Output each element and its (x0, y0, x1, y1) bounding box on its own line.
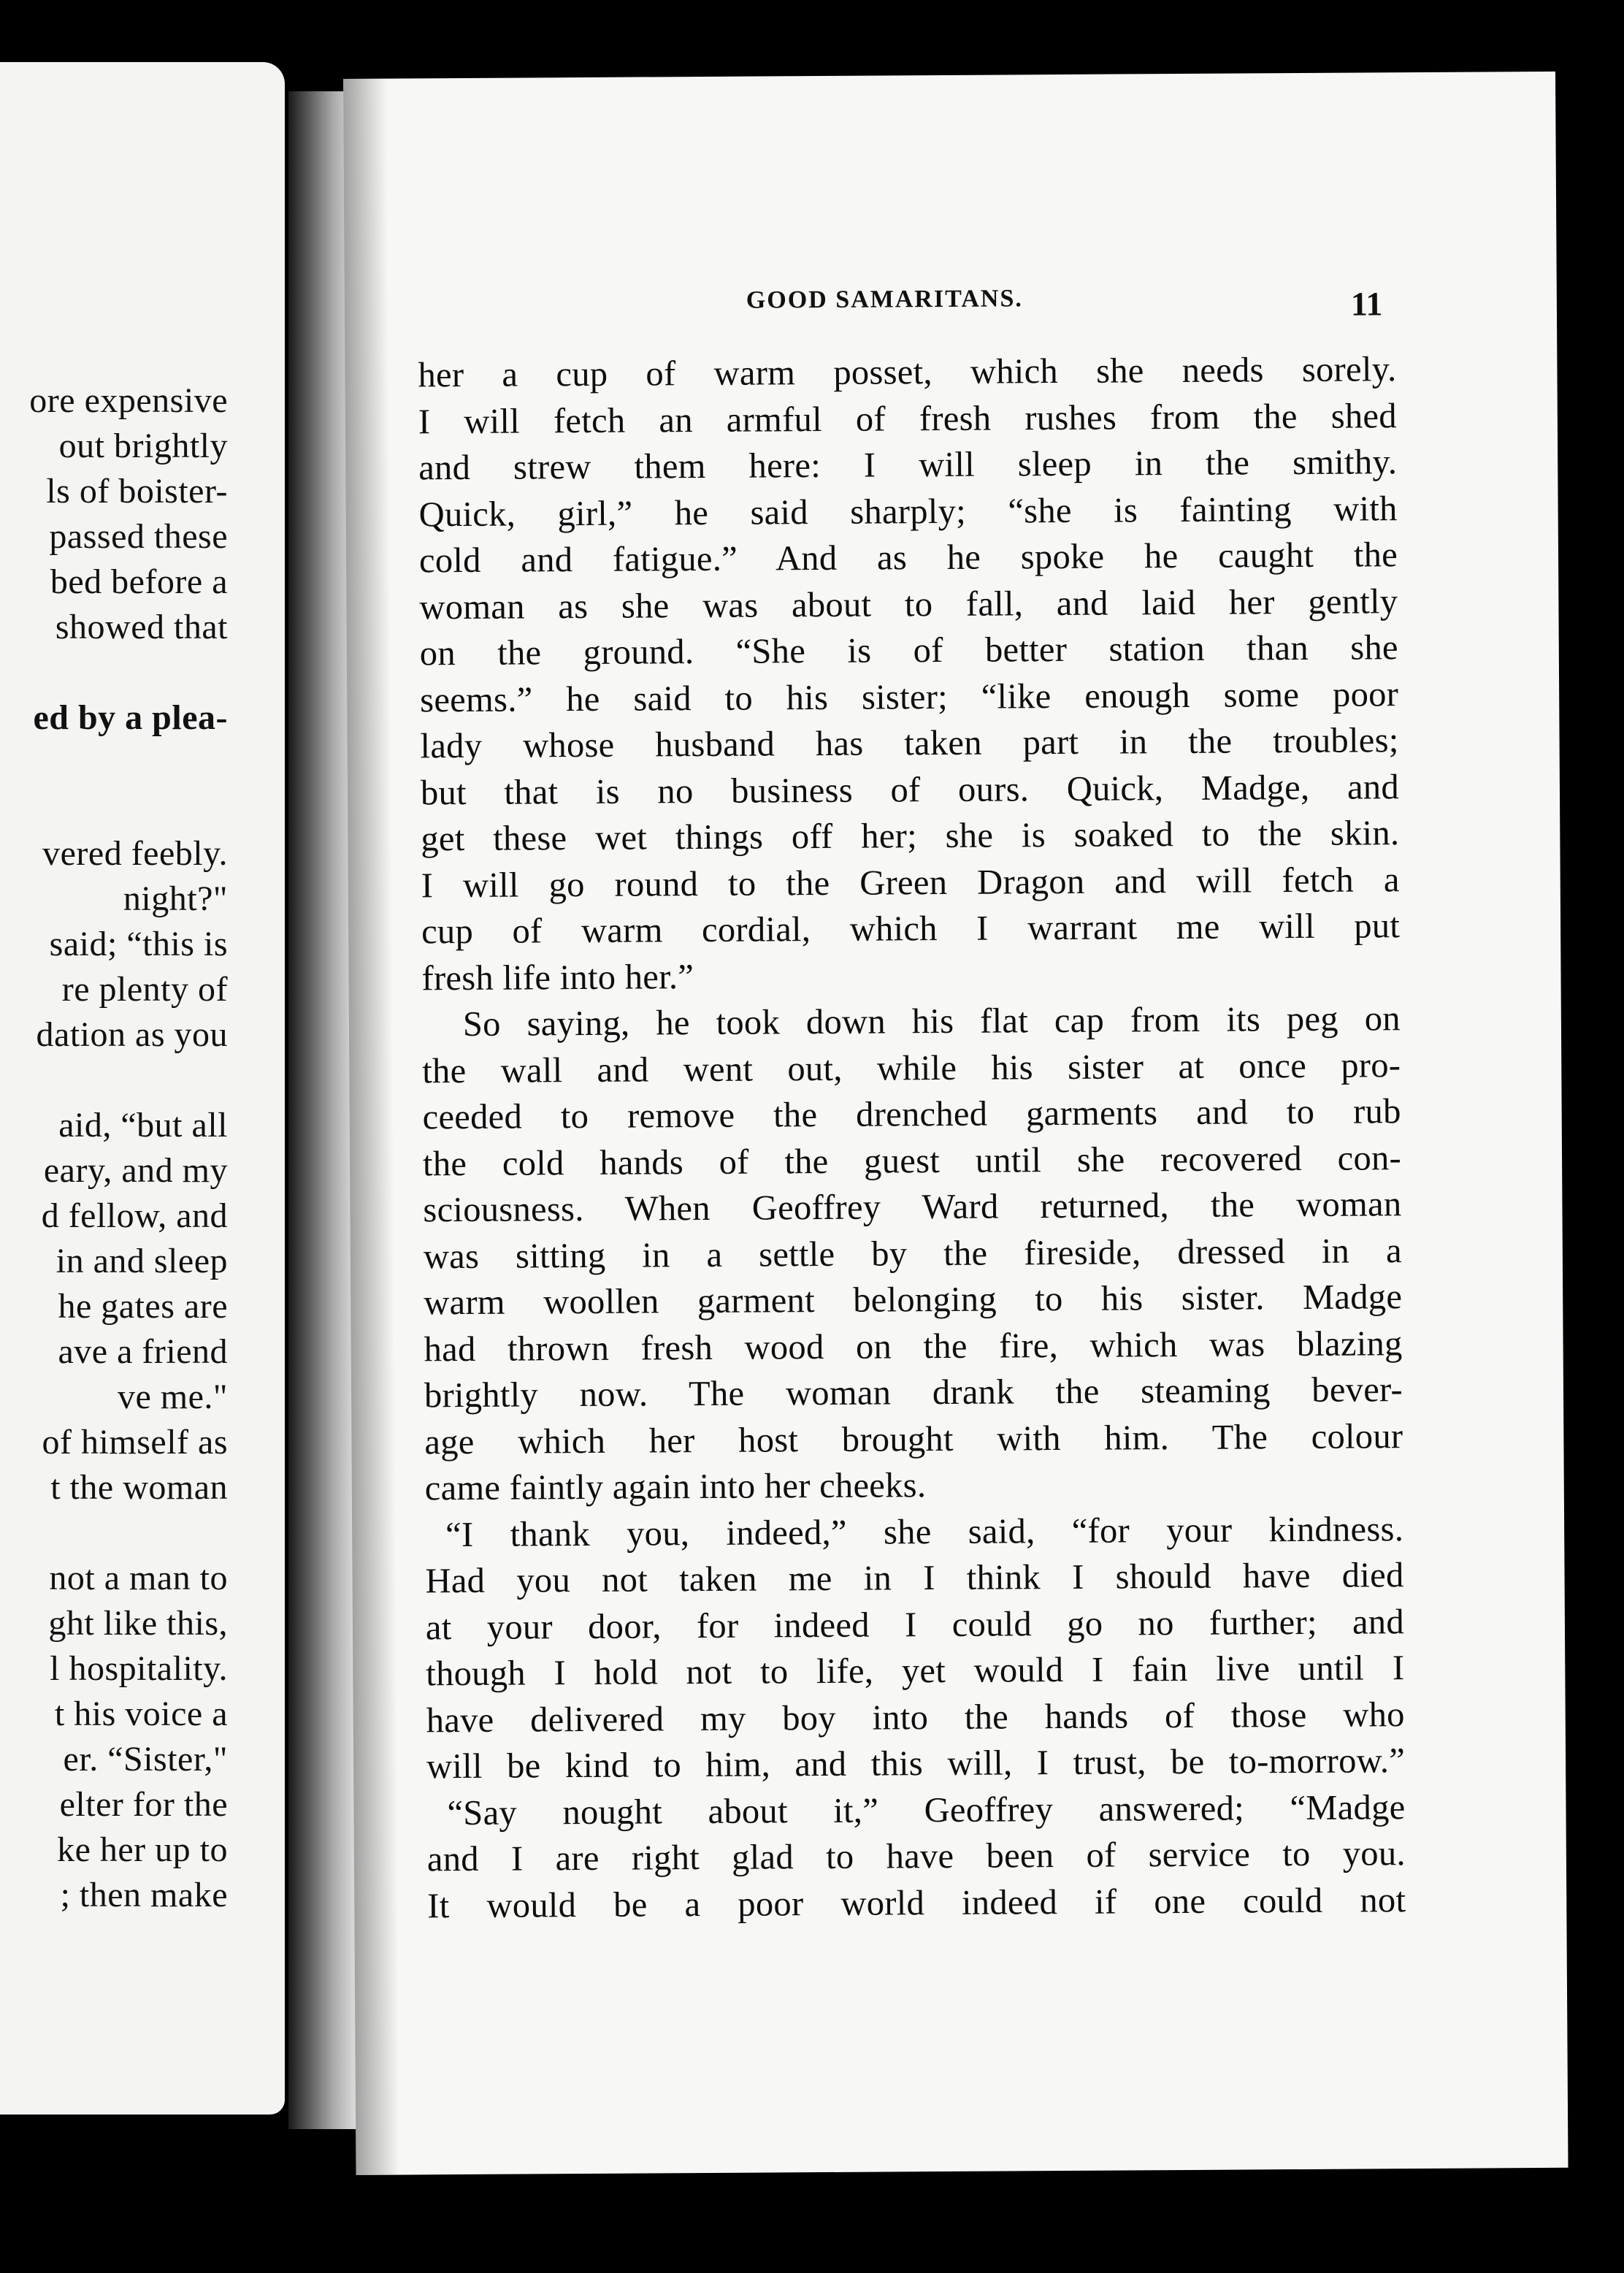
left-page-line: ore expensive (29, 381, 228, 420)
left-page-line: ave a friend (58, 1332, 228, 1371)
text-line: came faintly again into her cheeks. (424, 1466, 927, 1508)
left-page-line: ; then make (60, 1876, 228, 1914)
right-page (343, 72, 1569, 2175)
text-line: warm woollen garment belonging to his sister. Madge (424, 1277, 1403, 1323)
text-line: woman as she was about to fall, and laid her gently (419, 581, 1398, 627)
text-line: fresh life into her.” (421, 957, 694, 998)
left-page-line: night?" (123, 879, 228, 918)
text-line: though I hold not to life, yet would I fain live until I (426, 1649, 1405, 1694)
body-text (418, 346, 1406, 1929)
left-page-line: dation as you (36, 1015, 228, 1054)
text-line: cup of warm cordial, which I warrant me will put (421, 906, 1401, 952)
left-page-line: passed these (49, 517, 228, 556)
left-page-line: bed before a (50, 562, 228, 601)
text-line: I will go round to the Green Dragon and will fetch a (421, 860, 1400, 905)
text-line: “Say nought about it,” Geoffrey answered; “Madge (447, 1787, 1406, 1833)
left-page-line: re plenty of (61, 970, 228, 1009)
left-page-line: ve me." (117, 1378, 228, 1416)
text-line: lady whose husband has taken part in the troubles; (420, 721, 1399, 766)
left-page-line: t the woman (50, 1468, 228, 1507)
left-page-line: t his voice a (54, 1695, 228, 1733)
text-line: It would be a poor world indeed if one could not (427, 1880, 1406, 1925)
text-line: at your door, for indeed I could go no further; and (425, 1602, 1405, 1647)
left-page-line: he gates are (58, 1287, 228, 1326)
text-line: and strew them here: I will sleep in the smithy. (418, 443, 1398, 488)
text-line: and I are right glad to have been of service to you. (426, 1834, 1406, 1879)
text-line: “I thank you, indeed,” she said, “for your kindness. (445, 1509, 1404, 1554)
left-page-line: ls of boister- (46, 472, 228, 511)
text-line: will be kind to him, and this will, I trust, be to-morrow.” (426, 1741, 1406, 1787)
left-page-line: vered feebly. (42, 834, 228, 873)
left-page-line: eary, and my (43, 1151, 228, 1190)
text-line: had thrown fresh wood on the fire, which was blazing (424, 1323, 1403, 1369)
text-line: brightly now. The woman drank the steaming bever- (424, 1370, 1403, 1416)
text-line: I will fetch an armful of fresh rushes from the shed (418, 396, 1398, 441)
left-page-line: ght like this, (48, 1604, 228, 1643)
text-line: So saying, he took down his flat cap from its peg on (462, 999, 1401, 1044)
left-page (0, 62, 285, 2115)
text-line: age which her host brought with him. The colour (424, 1416, 1403, 1462)
left-page-line: out brightly (58, 427, 228, 465)
text-line: Quick, girl,” he said sharply; “she is fainting with (418, 489, 1398, 534)
text-line: get these wet things off her; she is soaked to the skin. (421, 814, 1400, 859)
text-line: the cold hands of the guest until she recovered con- (422, 1138, 1402, 1183)
left-page-line: of himself as (42, 1423, 228, 1462)
text-line: Had you not taken me in I think I should have died (425, 1556, 1404, 1601)
left-page-line: ed by a plea- (33, 698, 228, 737)
left-page-line: said; “this is (49, 925, 228, 963)
text-line: the wall and went out, while his sister at once pro- (422, 1045, 1401, 1090)
left-page-line: er. “Sister," (63, 1740, 228, 1779)
text-line: ceeded to remove the drenched garments and to rub (422, 1092, 1401, 1137)
left-page-line: l hospitality. (50, 1649, 228, 1688)
text-line: cold and fatigue.” And as he spoke he caught the (418, 535, 1398, 581)
text-line: on the ground. “She is of better station than she (419, 628, 1398, 673)
text-line: her a cup of warm posset, which she needs sorely. (418, 350, 1397, 395)
text-line: was sitting in a settle by the fireside, dressed in a (423, 1231, 1402, 1276)
left-page-line: in and sleep (55, 1242, 228, 1280)
left-page-line: elter for the (59, 1785, 228, 1824)
left-page-line: aid, “but all (58, 1106, 228, 1145)
left-page-line: ke her up to (57, 1830, 228, 1869)
text-line: have delivered my boy into the hands of those who (426, 1695, 1405, 1740)
left-page-line: d fellow, and (41, 1196, 228, 1235)
left-page-line: showed that (55, 608, 228, 646)
running-head: GOOD SAMARITANS. (746, 285, 1023, 314)
text-line: sciousness. When Geoffrey Ward returned, the woman (423, 1185, 1402, 1230)
text-line: seems.” he said to his sister; “like enough some poor (420, 674, 1399, 719)
text-line: but that is no business of ours. Quick, Madge, and (420, 767, 1400, 812)
left-page-line: not a man to (49, 1559, 228, 1597)
page-number: 11 (1350, 285, 1383, 323)
